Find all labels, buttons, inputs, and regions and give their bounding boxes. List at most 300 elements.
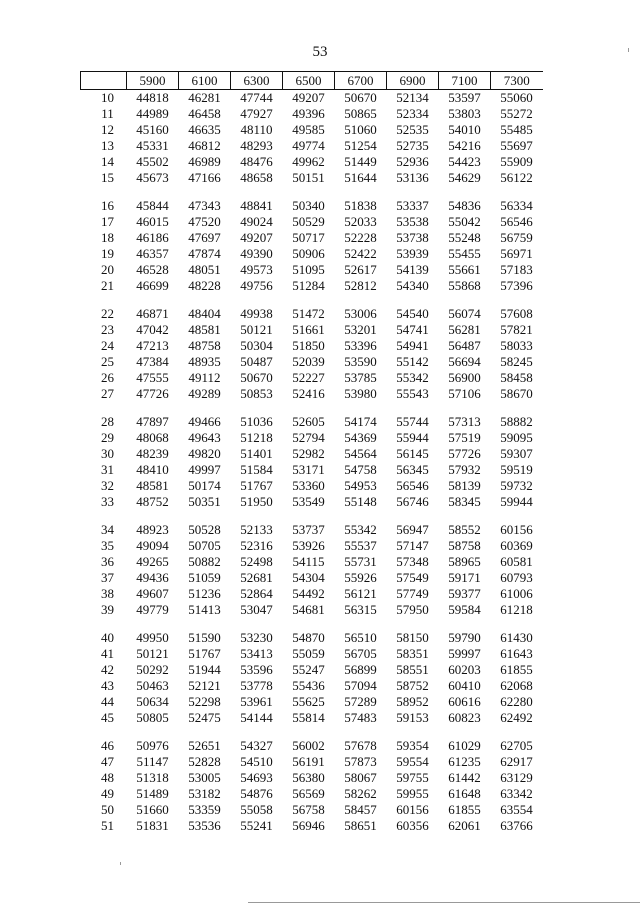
table-cell: 53171	[292, 462, 325, 477]
table-cell: 54870	[292, 630, 325, 645]
table-cell: 59377	[448, 586, 481, 601]
column-header: 6500	[283, 72, 335, 90]
row-header-cell: 39	[101, 602, 114, 617]
table-cell: 52681	[240, 570, 273, 585]
table-cell: 54139	[396, 262, 429, 277]
table-cell: 52039	[292, 354, 325, 369]
table-cell: 54953	[344, 478, 377, 493]
table-cell: 56121	[344, 586, 377, 601]
table-cell: 48658	[240, 170, 273, 185]
table-cell: 59584	[448, 602, 481, 617]
table-cell: 58262	[344, 786, 377, 801]
table-cell: 54304	[292, 570, 325, 585]
row-header-cell: 17	[101, 214, 114, 229]
table-cell: 51401	[240, 446, 273, 461]
table-cell: 53926	[292, 538, 325, 553]
table-cell: 55241	[240, 818, 273, 833]
table-cell: 56487	[448, 338, 481, 353]
table-cell: 56694	[448, 354, 481, 369]
table-cell: 52227	[292, 370, 325, 385]
table-cell: 49962	[292, 154, 325, 169]
table-row	[81, 154, 543, 170]
edge-mark-top	[628, 48, 629, 52]
table-cell: 56122	[500, 170, 533, 185]
table-cell: 54629	[448, 170, 481, 185]
table-row	[81, 478, 543, 494]
table-cell: 53201	[344, 322, 377, 337]
table-cell: 52605	[292, 414, 325, 429]
table-cell: 48239	[136, 446, 169, 461]
table-cell: 51644	[344, 170, 377, 185]
table-cell: 58551	[396, 662, 429, 677]
table-cell: 49774	[292, 138, 325, 153]
table-cell: 56345	[396, 462, 429, 477]
table-cell: 45331	[136, 138, 169, 153]
table-cell: 55944	[396, 430, 429, 445]
table-cell: 57932	[448, 462, 481, 477]
table-cell: 57608	[500, 306, 533, 321]
table-cell: 55272	[500, 106, 533, 121]
table-cell: 48581	[188, 322, 221, 337]
table-cell: 51472	[292, 306, 325, 321]
table-cell: 45502	[136, 154, 169, 169]
table-cell: 46186	[136, 230, 169, 245]
table-cell: 59153	[396, 710, 429, 725]
table-cell: 54369	[344, 430, 377, 445]
row-header-cell: 42	[101, 662, 114, 677]
table-cell: 62068	[500, 678, 533, 693]
table-row	[81, 262, 543, 278]
row-header-cell: 48	[101, 770, 114, 785]
table-cell: 55042	[448, 214, 481, 229]
table-cell: 54693	[240, 770, 273, 785]
table-cell: 52812	[344, 278, 377, 293]
row-header-cell: 24	[101, 338, 114, 353]
table-cell: 45160	[136, 122, 169, 137]
table-cell: 61029	[448, 738, 481, 753]
row-header-cell: 44	[101, 694, 114, 709]
row-header-cell: 51	[101, 818, 114, 833]
table-cell: 56334	[500, 198, 533, 213]
table-cell: 47697	[188, 230, 221, 245]
row-header-cell: 29	[101, 430, 114, 445]
table-cell: 52121	[188, 678, 221, 693]
table-cell: 49779	[136, 602, 169, 617]
table-cell: 59095	[500, 430, 533, 445]
table-cell: 51950	[240, 494, 273, 509]
table-cell: 60369	[500, 538, 533, 553]
table-cell: 47384	[136, 354, 169, 369]
table-cell: 50487	[240, 354, 273, 369]
table-cell: 58965	[448, 554, 481, 569]
table-cell: 58033	[500, 338, 533, 353]
table-cell: 50351	[188, 494, 221, 509]
table-cell: 49938	[240, 306, 273, 321]
table-row	[81, 786, 543, 802]
table-row	[81, 90, 543, 107]
table-cell: 61643	[500, 646, 533, 661]
table-cell: 56946	[292, 818, 325, 833]
table-cell: 54540	[396, 306, 429, 321]
row-header-cell: 32	[101, 478, 114, 493]
table-cell: 50705	[188, 538, 221, 553]
table-cell: 48758	[188, 338, 221, 353]
table-cell: 50717	[292, 230, 325, 245]
column-header: 7100	[439, 72, 491, 90]
table-cell: 51254	[344, 138, 377, 153]
table-cell: 54941	[396, 338, 429, 353]
table-row	[81, 602, 543, 618]
table-cell: 54564	[344, 446, 377, 461]
table-cell: 63766	[500, 818, 533, 833]
table-cell: 50529	[292, 214, 325, 229]
column-header: 6300	[231, 72, 283, 90]
table-cell: 59755	[396, 770, 429, 785]
table-row	[81, 294, 543, 322]
column-header: 7300	[491, 72, 543, 90]
table-cell: 59171	[448, 570, 481, 585]
table-cell: 54741	[396, 322, 429, 337]
table-cell: 56900	[448, 370, 481, 385]
table-cell: 52651	[188, 738, 221, 753]
table-cell: 56191	[292, 754, 325, 769]
table-cell: 55060	[500, 90, 533, 105]
table-cell: 56569	[292, 786, 325, 801]
table-cell: 51767	[240, 478, 273, 493]
table-cell: 54836	[448, 198, 481, 213]
table-cell: 54340	[396, 278, 429, 293]
salary-table	[80, 71, 543, 834]
table-cell: 59944	[500, 494, 533, 509]
table-cell: 57483	[344, 710, 377, 725]
row-header-cell: 41	[101, 646, 114, 661]
table-row	[81, 338, 543, 354]
table-cell: 54510	[240, 754, 273, 769]
table-cell: 58458	[500, 370, 533, 385]
table-cell: 62917	[500, 754, 533, 769]
table-body	[81, 90, 543, 835]
table-cell: 53939	[396, 246, 429, 261]
table-cell: 59997	[448, 646, 481, 661]
table-cell: 56315	[344, 602, 377, 617]
table-cell: 60410	[448, 678, 481, 693]
table-cell: 55744	[396, 414, 429, 429]
table-row	[81, 354, 543, 370]
table-cell: 52735	[396, 138, 429, 153]
table-cell: 50853	[240, 386, 273, 401]
table-cell: 57313	[448, 414, 481, 429]
table-cell: 59307	[500, 446, 533, 461]
table-cell: 47744	[240, 90, 273, 105]
table-cell: 56899	[344, 662, 377, 677]
table-cell: 56074	[448, 306, 481, 321]
table-cell: 57289	[344, 694, 377, 709]
table-cell: 54115	[292, 554, 325, 569]
row-header-cell: 33	[101, 494, 114, 509]
table-cell: 55697	[500, 138, 533, 153]
table-cell: 60581	[500, 554, 533, 569]
table-cell: 50340	[292, 198, 325, 213]
table-cell: 47897	[136, 414, 169, 429]
column-header: 5900	[127, 72, 179, 90]
table-cell: 52936	[396, 154, 429, 169]
table-cell: 48923	[136, 522, 169, 537]
row-header-cell: 11	[101, 106, 114, 121]
table-cell: 59354	[396, 738, 429, 753]
table-cell: 50865	[344, 106, 377, 121]
table-row	[81, 554, 543, 570]
edge-mark-left	[120, 862, 121, 865]
table-cell: 57348	[396, 554, 429, 569]
table-cell: 53136	[396, 170, 429, 185]
table-cell: 57950	[396, 602, 429, 617]
table-cell: 50634	[136, 694, 169, 709]
row-header-cell: 38	[101, 586, 114, 601]
table-cell: 58952	[396, 694, 429, 709]
table-cell: 58882	[500, 414, 533, 429]
table-cell: 58245	[500, 354, 533, 369]
table-cell: 49024	[240, 214, 273, 229]
table-cell: 51661	[292, 322, 325, 337]
table-cell: 53360	[292, 478, 325, 493]
row-header-cell: 49	[101, 786, 114, 801]
table-cell: 53182	[188, 786, 221, 801]
table-cell: 49265	[136, 554, 169, 569]
table-cell: 47213	[136, 338, 169, 353]
table-cell: 53006	[344, 306, 377, 321]
table-cell: 54010	[448, 122, 481, 137]
table-cell: 50805	[136, 710, 169, 725]
table-cell: 49820	[188, 446, 221, 461]
table-cell: 49207	[292, 90, 325, 105]
table-cell: 52794	[292, 430, 325, 445]
table-cell: 47042	[136, 322, 169, 337]
table-cell: 46281	[188, 90, 221, 105]
column-header: 6700	[335, 72, 387, 90]
table-cell: 55058	[240, 802, 273, 817]
table-cell: 58758	[448, 538, 481, 553]
table-cell: 50121	[136, 646, 169, 661]
table-cell: 54216	[448, 138, 481, 153]
table-cell: 47343	[188, 198, 221, 213]
table-cell: 50670	[240, 370, 273, 385]
table-cell: 48935	[188, 354, 221, 369]
table-cell: 52134	[396, 90, 429, 105]
table-cell: 51850	[292, 338, 325, 353]
table-cell: 61648	[448, 786, 481, 801]
table-row	[81, 646, 543, 662]
table-cell: 53785	[344, 370, 377, 385]
table-cell: 57678	[344, 738, 377, 753]
table-cell: 53590	[344, 354, 377, 369]
table-row	[81, 678, 543, 694]
table-cell: 54876	[240, 786, 273, 801]
table-cell: 45844	[136, 198, 169, 213]
table-cell: 47520	[188, 214, 221, 229]
table-cell: 59519	[500, 462, 533, 477]
table-cell: 55731	[344, 554, 377, 569]
row-header-cell: 43	[101, 678, 114, 693]
table-cell: 51584	[240, 462, 273, 477]
table-cell: 58345	[448, 494, 481, 509]
table-row	[81, 278, 543, 294]
table-cell: 54423	[448, 154, 481, 169]
table-cell: 50670	[344, 90, 377, 105]
table-cell: 52416	[292, 386, 325, 401]
table-cell: 49207	[240, 230, 273, 245]
row-header-cell: 30	[101, 446, 114, 461]
table-row	[81, 570, 543, 586]
table-cell: 56145	[396, 446, 429, 461]
column-header: 6900	[387, 72, 439, 90]
table-cell: 50528	[188, 522, 221, 537]
row-header-cell: 18	[101, 230, 114, 245]
table-cell: 50121	[240, 322, 273, 337]
table-cell: 52316	[240, 538, 273, 553]
table-cell: 55537	[344, 538, 377, 553]
table-cell: 55625	[292, 694, 325, 709]
table-cell: 51838	[344, 198, 377, 213]
row-header-cell: 28	[101, 414, 114, 429]
table-cell: 52828	[188, 754, 221, 769]
table-cell: 57094	[344, 678, 377, 693]
table-cell: 50304	[240, 338, 273, 353]
row-header-cell: 35	[101, 538, 114, 553]
table-cell: 53047	[240, 602, 273, 617]
table-cell: 53005	[188, 770, 221, 785]
table-cell: 61235	[448, 754, 481, 769]
table-cell: 46635	[188, 122, 221, 137]
table-cell: 55059	[292, 646, 325, 661]
table-cell: 51413	[188, 602, 221, 617]
table-cell: 46357	[136, 246, 169, 261]
table-cell: 51318	[136, 770, 169, 785]
table-cell: 53980	[344, 386, 377, 401]
row-header-cell: 12	[101, 122, 114, 137]
table-row	[81, 214, 543, 230]
table-cell: 49112	[188, 370, 221, 385]
table-row	[81, 538, 543, 554]
table-cell: 56281	[448, 322, 481, 337]
table-row	[81, 138, 543, 154]
table-cell: 58651	[344, 818, 377, 833]
table-cell: 55342	[396, 370, 429, 385]
table-cell: 56510	[344, 630, 377, 645]
row-header-cell: 27	[101, 386, 114, 401]
table-cell: 52982	[292, 446, 325, 461]
table-cell: 45673	[136, 170, 169, 185]
table-cell: 57396	[500, 278, 533, 293]
table-cell: 53536	[188, 818, 221, 833]
table-cell: 57873	[344, 754, 377, 769]
table-cell: 52617	[344, 262, 377, 277]
table-cell: 58670	[500, 386, 533, 401]
table-cell: 58351	[396, 646, 429, 661]
table-cell: 48228	[188, 278, 221, 293]
table-cell: 49094	[136, 538, 169, 553]
table-cell: 60356	[396, 818, 429, 833]
table-cell: 61855	[500, 662, 533, 677]
table-cell: 54681	[292, 602, 325, 617]
table-cell: 55661	[448, 262, 481, 277]
table-cell: 55909	[500, 154, 533, 169]
table-cell: 61006	[500, 586, 533, 601]
page-number: 53	[312, 44, 328, 60]
table-cell: 57749	[396, 586, 429, 601]
table-cell: 48404	[188, 306, 221, 321]
table-cell: 56546	[396, 478, 429, 493]
table-cell: 53549	[292, 494, 325, 509]
table-cell: 52475	[188, 710, 221, 725]
table-row	[81, 618, 543, 646]
table-cell: 51489	[136, 786, 169, 801]
table-cell: 50174	[188, 478, 221, 493]
table-cell: 54758	[344, 462, 377, 477]
table-cell: 53803	[448, 106, 481, 121]
table-cell: 55142	[396, 354, 429, 369]
table-cell: 51449	[344, 154, 377, 169]
table-row	[81, 186, 543, 214]
table-cell: 44989	[136, 106, 169, 121]
table-cell: 57519	[448, 430, 481, 445]
table-cell: 56546	[500, 214, 533, 229]
table-cell: 53596	[240, 662, 273, 677]
table-cell: 53337	[396, 198, 429, 213]
table-row	[81, 662, 543, 678]
table-row	[81, 446, 543, 462]
table-cell: 53778	[240, 678, 273, 693]
table-cell: 48410	[136, 462, 169, 477]
table-cell: 59955	[396, 786, 429, 801]
table-row	[81, 770, 543, 786]
table-cell: 63554	[500, 802, 533, 817]
table-cell: 63342	[500, 786, 533, 801]
table-cell: 51590	[188, 630, 221, 645]
table-cell: 52498	[240, 554, 273, 569]
header-corner-cell	[81, 72, 127, 90]
row-header-cell: 14	[101, 154, 114, 169]
table-cell: 57549	[396, 570, 429, 585]
table-row	[81, 122, 543, 138]
table-cell: 55342	[344, 522, 377, 537]
table-cell: 52133	[240, 522, 273, 537]
row-header-cell: 46	[101, 738, 114, 753]
table-cell: 49573	[240, 262, 273, 277]
table-cell: 60156	[396, 802, 429, 817]
table-cell: 60616	[448, 694, 481, 709]
table-cell: 49390	[240, 246, 273, 261]
table-row	[81, 386, 543, 402]
table-cell: 51147	[136, 754, 169, 769]
row-header-cell: 47	[101, 754, 114, 769]
table-cell: 56002	[292, 738, 325, 753]
table-cell: 57183	[500, 262, 533, 277]
table-cell: 58457	[344, 802, 377, 817]
table-row	[81, 694, 543, 710]
edge-mark-bottom	[248, 902, 640, 903]
table-cell: 46812	[188, 138, 221, 153]
table-cell: 55814	[292, 710, 325, 725]
table-cell: 49396	[292, 106, 325, 121]
table-cell: 58139	[448, 478, 481, 493]
table-cell: 48476	[240, 154, 273, 169]
row-header-cell: 15	[101, 170, 114, 185]
row-header-cell: 34	[101, 522, 114, 537]
header-row	[81, 72, 543, 90]
table-row	[81, 710, 543, 726]
table-cell: 50292	[136, 662, 169, 677]
table-cell: 48581	[136, 478, 169, 493]
